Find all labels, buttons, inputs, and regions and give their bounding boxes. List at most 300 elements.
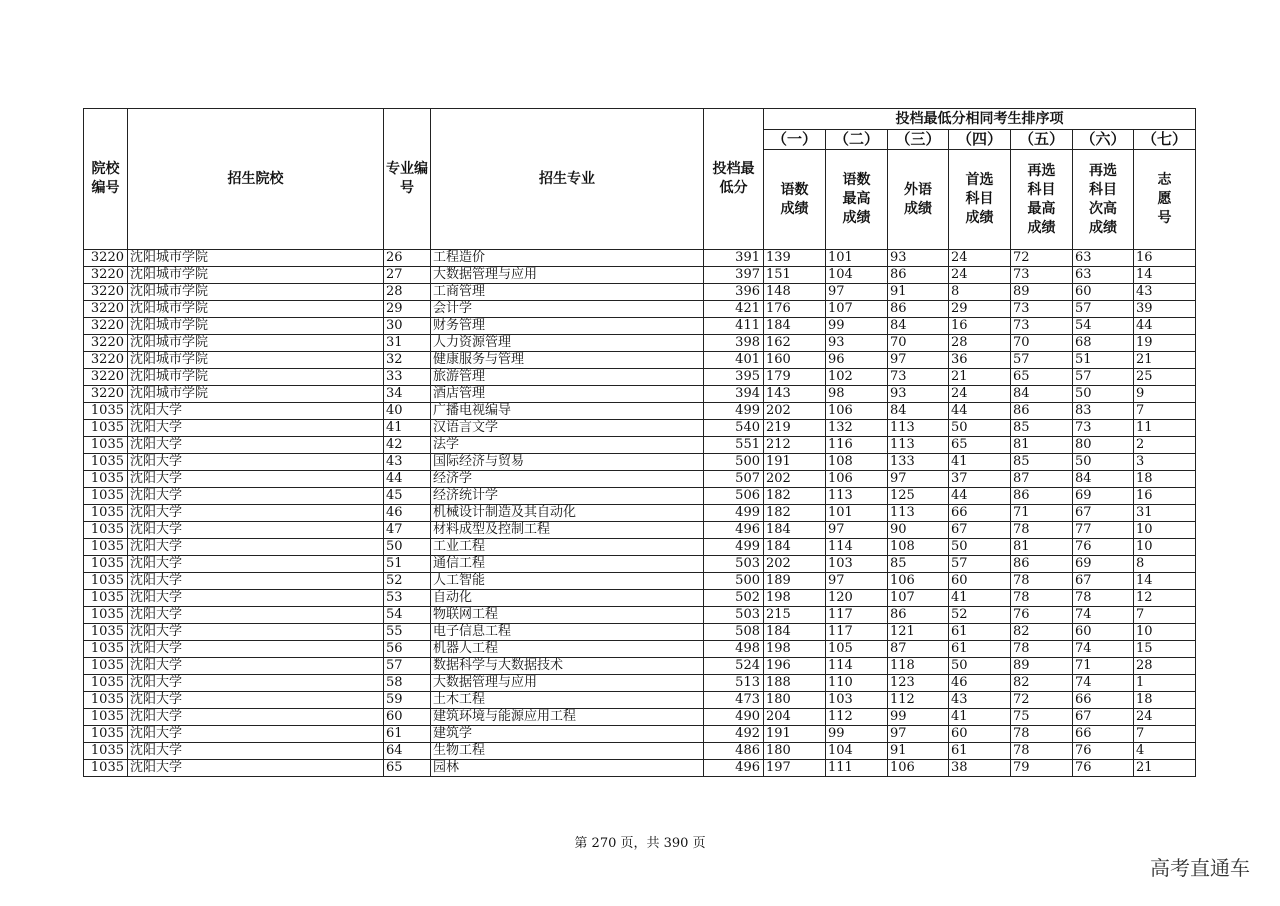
cell-choice-no: 12 [1134, 590, 1196, 607]
cell-school-code: 1035 [84, 675, 128, 692]
cell-score-6: 67 [1073, 573, 1134, 590]
cell-score-3: 125 [888, 488, 949, 505]
cell-score-1: 202 [764, 471, 826, 488]
cell-score-5: 57 [1011, 352, 1073, 369]
cell-major-name: 酒店管理 [431, 386, 704, 403]
cell-school-name: 沈阳城市学院 [128, 335, 384, 352]
cell-choice-no: 11 [1134, 420, 1196, 437]
cell-score-1: 184 [764, 539, 826, 556]
cell-major-name: 数据科学与大数据技术 [431, 658, 704, 675]
cell-school-name: 沈阳大学 [128, 539, 384, 556]
cell-min-score: 540 [704, 420, 764, 437]
cell-score-3: 97 [888, 352, 949, 369]
cell-major-code: 53 [384, 590, 431, 607]
cell-choice-no: 9 [1134, 386, 1196, 403]
cell-score-5: 81 [1011, 437, 1073, 454]
cell-score-6: 60 [1073, 284, 1134, 301]
header-sub-label: 语数成绩 [764, 150, 826, 250]
cell-score-1: 202 [764, 556, 826, 573]
cell-major-name: 广播电视编导 [431, 403, 704, 420]
cell-score-3: 133 [888, 454, 949, 471]
cell-score-1: 189 [764, 573, 826, 590]
cell-score-1: 202 [764, 403, 826, 420]
cell-score-2: 101 [826, 250, 888, 267]
cell-min-score: 513 [704, 675, 764, 692]
cell-choice-no: 25 [1134, 369, 1196, 386]
cell-choice-no: 44 [1134, 318, 1196, 335]
table-row [84, 726, 1196, 743]
cell-score-2: 102 [826, 369, 888, 386]
table-row [84, 437, 1196, 454]
cell-major-name: 汉语言文学 [431, 420, 704, 437]
header-sub-label: 语数最高成绩 [826, 150, 888, 250]
cell-score-5: 86 [1011, 488, 1073, 505]
cell-score-3: 121 [888, 624, 949, 641]
cell-min-score: 499 [704, 403, 764, 420]
cell-score-1: 182 [764, 505, 826, 522]
cell-score-6: 69 [1073, 556, 1134, 573]
cell-min-score: 395 [704, 369, 764, 386]
cell-choice-no: 3 [1134, 454, 1196, 471]
table-row [84, 267, 1196, 284]
cell-major-name: 大数据管理与应用 [431, 267, 704, 284]
cell-school-name: 沈阳城市学院 [128, 318, 384, 335]
cell-score-3: 84 [888, 318, 949, 335]
cell-school-code: 3220 [84, 386, 128, 403]
cell-choice-no: 10 [1134, 539, 1196, 556]
cell-score-3: 90 [888, 522, 949, 539]
cell-score-4: 65 [949, 437, 1011, 454]
cell-school-code: 1035 [84, 471, 128, 488]
cell-school-name: 沈阳大学 [128, 505, 384, 522]
cell-score-3: 85 [888, 556, 949, 573]
cell-score-2: 117 [826, 607, 888, 624]
cell-school-code: 1035 [84, 590, 128, 607]
cell-school-code: 3220 [84, 318, 128, 335]
cell-score-3: 118 [888, 658, 949, 675]
cell-major-code: 29 [384, 301, 431, 318]
cell-choice-no: 8 [1134, 556, 1196, 573]
cell-major-name: 人工智能 [431, 573, 704, 590]
cell-score-4: 44 [949, 403, 1011, 420]
cell-school-code: 1035 [84, 658, 128, 675]
cell-score-1: 184 [764, 318, 826, 335]
cell-score-2: 120 [826, 590, 888, 607]
cell-score-2: 97 [826, 284, 888, 301]
cell-major-code: 55 [384, 624, 431, 641]
cell-school-name: 沈阳大学 [128, 726, 384, 743]
cell-score-6: 54 [1073, 318, 1134, 335]
cell-score-4: 50 [949, 539, 1011, 556]
cell-choice-no: 28 [1134, 658, 1196, 675]
cell-score-3: 112 [888, 692, 949, 709]
cell-choice-no: 15 [1134, 641, 1196, 658]
cell-score-1: 148 [764, 284, 826, 301]
table-row [84, 284, 1196, 301]
cell-major-name: 工商管理 [431, 284, 704, 301]
cell-school-name: 沈阳城市学院 [128, 369, 384, 386]
cell-choice-no: 19 [1134, 335, 1196, 352]
table-row [84, 675, 1196, 692]
cell-choice-no: 16 [1134, 488, 1196, 505]
watermark-text: 高考直通车 [1150, 856, 1250, 880]
cell-score-4: 8 [949, 284, 1011, 301]
cell-score-6: 71 [1073, 658, 1134, 675]
cell-score-6: 50 [1073, 386, 1134, 403]
cell-major-code: 56 [384, 641, 431, 658]
cell-score-3: 113 [888, 420, 949, 437]
cell-score-5: 87 [1011, 471, 1073, 488]
cell-score-1: 180 [764, 692, 826, 709]
cell-school-code: 1035 [84, 607, 128, 624]
cell-min-score: 500 [704, 573, 764, 590]
cell-school-code: 3220 [84, 352, 128, 369]
cell-score-1: 212 [764, 437, 826, 454]
cell-school-code: 1035 [84, 624, 128, 641]
cell-score-3: 113 [888, 505, 949, 522]
cell-score-6: 83 [1073, 403, 1134, 420]
cell-score-5: 78 [1011, 743, 1073, 760]
table-row [84, 318, 1196, 335]
cell-major-code: 61 [384, 726, 431, 743]
cell-major-code: 28 [384, 284, 431, 301]
cell-score-5: 73 [1011, 318, 1073, 335]
header-min-score: 投档最低分 [704, 109, 764, 250]
cell-choice-no: 7 [1134, 726, 1196, 743]
cell-score-4: 37 [949, 471, 1011, 488]
table-row [84, 607, 1196, 624]
cell-major-name: 工程造价 [431, 250, 704, 267]
header-school-code: 院校编号 [84, 109, 128, 250]
cell-score-6: 69 [1073, 488, 1134, 505]
cell-choice-no: 31 [1134, 505, 1196, 522]
cell-score-5: 86 [1011, 556, 1073, 573]
cell-choice-no: 1 [1134, 675, 1196, 692]
header-tiebreak-group: 投档最低分相同考生排序项 [764, 109, 1196, 130]
cell-score-5: 84 [1011, 386, 1073, 403]
cell-score-3: 91 [888, 743, 949, 760]
header-sub-label: 再选科目最高成绩 [1011, 150, 1073, 250]
cell-score-5: 89 [1011, 284, 1073, 301]
cell-min-score: 398 [704, 335, 764, 352]
cell-major-code: 59 [384, 692, 431, 709]
cell-score-6: 63 [1073, 267, 1134, 284]
cell-major-name: 财务管理 [431, 318, 704, 335]
table-body [84, 250, 1196, 777]
cell-choice-no: 24 [1134, 709, 1196, 726]
page-number: 第 270 页，共 390 页 [574, 836, 706, 851]
cell-school-code: 1035 [84, 505, 128, 522]
cell-score-2: 99 [826, 726, 888, 743]
cell-school-code: 1035 [84, 556, 128, 573]
cell-school-name: 沈阳大学 [128, 692, 384, 709]
cell-score-2: 104 [826, 267, 888, 284]
cell-score-1: 162 [764, 335, 826, 352]
cell-major-code: 40 [384, 403, 431, 420]
cell-min-score: 507 [704, 471, 764, 488]
cell-min-score: 551 [704, 437, 764, 454]
cell-min-score: 496 [704, 760, 764, 777]
cell-school-name: 沈阳大学 [128, 590, 384, 607]
cell-score-2: 108 [826, 454, 888, 471]
cell-score-2: 98 [826, 386, 888, 403]
cell-major-name: 建筑环境与能源应用工程 [431, 709, 704, 726]
cell-major-name: 物联网工程 [431, 607, 704, 624]
cell-major-name: 生物工程 [431, 743, 704, 760]
cell-school-code: 1035 [84, 760, 128, 777]
cell-major-code: 60 [384, 709, 431, 726]
cell-major-name: 材料成型及控制工程 [431, 522, 704, 539]
table-row [84, 301, 1196, 318]
cell-min-score: 391 [704, 250, 764, 267]
cell-major-code: 46 [384, 505, 431, 522]
cell-score-2: 114 [826, 539, 888, 556]
cell-school-name: 沈阳城市学院 [128, 301, 384, 318]
cell-score-3: 123 [888, 675, 949, 692]
cell-min-score: 499 [704, 505, 764, 522]
cell-score-6: 74 [1073, 641, 1134, 658]
header-sub-label: 再选科目次高成绩 [1073, 150, 1134, 250]
cell-min-score: 503 [704, 607, 764, 624]
cell-score-6: 50 [1073, 454, 1134, 471]
cell-score-5: 78 [1011, 522, 1073, 539]
cell-major-name: 人力资源管理 [431, 335, 704, 352]
cell-choice-no: 10 [1134, 624, 1196, 641]
cell-choice-no: 18 [1134, 692, 1196, 709]
cell-score-2: 117 [826, 624, 888, 641]
table-row [84, 403, 1196, 420]
cell-min-score: 500 [704, 454, 764, 471]
cell-school-name: 沈阳大学 [128, 675, 384, 692]
table-row [84, 335, 1196, 352]
cell-major-code: 58 [384, 675, 431, 692]
cell-score-4: 29 [949, 301, 1011, 318]
cell-score-1: 198 [764, 641, 826, 658]
cell-score-3: 97 [888, 471, 949, 488]
cell-score-1: 191 [764, 726, 826, 743]
cell-score-2: 103 [826, 692, 888, 709]
cell-score-4: 46 [949, 675, 1011, 692]
cell-school-name: 沈阳城市学院 [128, 352, 384, 369]
cell-score-6: 76 [1073, 539, 1134, 556]
cell-school-name: 沈阳大学 [128, 573, 384, 590]
cell-score-2: 96 [826, 352, 888, 369]
cell-score-4: 50 [949, 658, 1011, 675]
cell-choice-no: 16 [1134, 250, 1196, 267]
cell-score-4: 61 [949, 624, 1011, 641]
cell-major-code: 34 [384, 386, 431, 403]
cell-score-6: 74 [1073, 607, 1134, 624]
cell-school-name: 沈阳大学 [128, 658, 384, 675]
cell-score-2: 97 [826, 573, 888, 590]
cell-score-2: 104 [826, 743, 888, 760]
cell-score-1: 215 [764, 607, 826, 624]
cell-school-name: 沈阳大学 [128, 454, 384, 471]
cell-major-name: 工业工程 [431, 539, 704, 556]
cell-choice-no: 21 [1134, 352, 1196, 369]
cell-school-name: 沈阳大学 [128, 709, 384, 726]
cell-major-name: 经济学 [431, 471, 704, 488]
header-major-code: 专业编号 [384, 109, 431, 250]
cell-major-code: 51 [384, 556, 431, 573]
cell-score-4: 41 [949, 590, 1011, 607]
cell-major-code: 31 [384, 335, 431, 352]
cell-school-name: 沈阳大学 [128, 522, 384, 539]
cell-school-name: 沈阳城市学院 [128, 250, 384, 267]
cell-min-score: 411 [704, 318, 764, 335]
cell-score-5: 65 [1011, 369, 1073, 386]
cell-major-name: 机械设计制造及其自动化 [431, 505, 704, 522]
cell-major-code: 42 [384, 437, 431, 454]
cell-school-code: 1035 [84, 488, 128, 505]
cell-min-score: 498 [704, 641, 764, 658]
cell-score-2: 93 [826, 335, 888, 352]
cell-score-4: 67 [949, 522, 1011, 539]
cell-score-2: 106 [826, 403, 888, 420]
cell-school-name: 沈阳大学 [128, 488, 384, 505]
cell-score-4: 36 [949, 352, 1011, 369]
cell-score-4: 41 [949, 709, 1011, 726]
header-sub-num: （三） [888, 130, 949, 150]
cell-score-1: 184 [764, 522, 826, 539]
cell-min-score: 502 [704, 590, 764, 607]
header-sub-num: （四） [949, 130, 1011, 150]
cell-school-code: 1035 [84, 403, 128, 420]
header-sub-label: 志愿号 [1134, 150, 1196, 250]
table-row [84, 539, 1196, 556]
cell-major-code: 41 [384, 420, 431, 437]
cell-score-5: 85 [1011, 454, 1073, 471]
table-row [84, 590, 1196, 607]
cell-major-name: 电子信息工程 [431, 624, 704, 641]
cell-major-name: 健康服务与管理 [431, 352, 704, 369]
cell-score-4: 16 [949, 318, 1011, 335]
cell-choice-no: 7 [1134, 403, 1196, 420]
cell-score-5: 76 [1011, 607, 1073, 624]
cell-score-1: 196 [764, 658, 826, 675]
cell-major-name: 机器人工程 [431, 641, 704, 658]
table-row [84, 658, 1196, 675]
cell-score-5: 82 [1011, 675, 1073, 692]
cell-score-5: 73 [1011, 267, 1073, 284]
cell-school-code: 3220 [84, 267, 128, 284]
cell-school-name: 沈阳大学 [128, 420, 384, 437]
cell-score-6: 51 [1073, 352, 1134, 369]
cell-score-1: 191 [764, 454, 826, 471]
cell-min-score: 394 [704, 386, 764, 403]
table-row [84, 641, 1196, 658]
cell-score-1: 160 [764, 352, 826, 369]
cell-school-code: 1035 [84, 726, 128, 743]
cell-score-4: 57 [949, 556, 1011, 573]
cell-score-4: 60 [949, 573, 1011, 590]
cell-score-2: 107 [826, 301, 888, 318]
cell-score-2: 110 [826, 675, 888, 692]
cell-school-name: 沈阳大学 [128, 437, 384, 454]
table-row [84, 692, 1196, 709]
cell-choice-no: 14 [1134, 573, 1196, 590]
cell-min-score: 397 [704, 267, 764, 284]
cell-score-3: 113 [888, 437, 949, 454]
cell-choice-no: 43 [1134, 284, 1196, 301]
cell-score-5: 78 [1011, 590, 1073, 607]
cell-major-name: 建筑学 [431, 726, 704, 743]
cell-score-4: 52 [949, 607, 1011, 624]
cell-score-6: 57 [1073, 301, 1134, 318]
header-sub-label: 外语成绩 [888, 150, 949, 250]
cell-school-code: 1035 [84, 454, 128, 471]
cell-score-5: 72 [1011, 692, 1073, 709]
cell-major-name: 土木工程 [431, 692, 704, 709]
table-row [84, 386, 1196, 403]
cell-major-name: 会计学 [431, 301, 704, 318]
cell-score-2: 132 [826, 420, 888, 437]
table-row [84, 250, 1196, 267]
header-sub-num: （一） [764, 130, 826, 150]
cell-score-2: 116 [826, 437, 888, 454]
cell-score-4: 28 [949, 335, 1011, 352]
cell-score-6: 60 [1073, 624, 1134, 641]
cell-score-4: 24 [949, 250, 1011, 267]
table-row [84, 369, 1196, 386]
cell-score-3: 107 [888, 590, 949, 607]
cell-score-5: 75 [1011, 709, 1073, 726]
cell-score-6: 80 [1073, 437, 1134, 454]
cell-school-name: 沈阳城市学院 [128, 386, 384, 403]
cell-school-code: 3220 [84, 250, 128, 267]
cell-min-score: 524 [704, 658, 764, 675]
cell-major-name: 经济统计学 [431, 488, 704, 505]
cell-school-code: 1035 [84, 539, 128, 556]
cell-score-6: 63 [1073, 250, 1134, 267]
table-row [84, 709, 1196, 726]
cell-score-6: 67 [1073, 505, 1134, 522]
cell-score-6: 68 [1073, 335, 1134, 352]
cell-score-4: 38 [949, 760, 1011, 777]
cell-score-4: 43 [949, 692, 1011, 709]
cell-major-name: 法学 [431, 437, 704, 454]
cell-score-5: 73 [1011, 301, 1073, 318]
cell-score-1: 179 [764, 369, 826, 386]
cell-major-code: 50 [384, 539, 431, 556]
cell-major-code: 30 [384, 318, 431, 335]
cell-score-3: 86 [888, 267, 949, 284]
cell-school-name: 沈阳大学 [128, 624, 384, 641]
cell-score-3: 84 [888, 403, 949, 420]
cell-score-5: 86 [1011, 403, 1073, 420]
cell-min-score: 496 [704, 522, 764, 539]
cell-score-4: 60 [949, 726, 1011, 743]
cell-choice-no: 2 [1134, 437, 1196, 454]
cell-score-6: 67 [1073, 709, 1134, 726]
cell-min-score: 503 [704, 556, 764, 573]
table-row [84, 624, 1196, 641]
cell-min-score: 506 [704, 488, 764, 505]
cell-school-code: 3220 [84, 284, 128, 301]
cell-score-3: 93 [888, 386, 949, 403]
header-sub-num: （六） [1073, 130, 1134, 150]
cell-score-5: 89 [1011, 658, 1073, 675]
cell-score-1: 176 [764, 301, 826, 318]
cell-major-name: 国际经济与贸易 [431, 454, 704, 471]
cell-score-4: 24 [949, 386, 1011, 403]
cell-score-5: 81 [1011, 539, 1073, 556]
cell-score-2: 105 [826, 641, 888, 658]
cell-choice-no: 7 [1134, 607, 1196, 624]
table-row [84, 420, 1196, 437]
cell-score-5: 71 [1011, 505, 1073, 522]
cell-school-name: 沈阳大学 [128, 403, 384, 420]
